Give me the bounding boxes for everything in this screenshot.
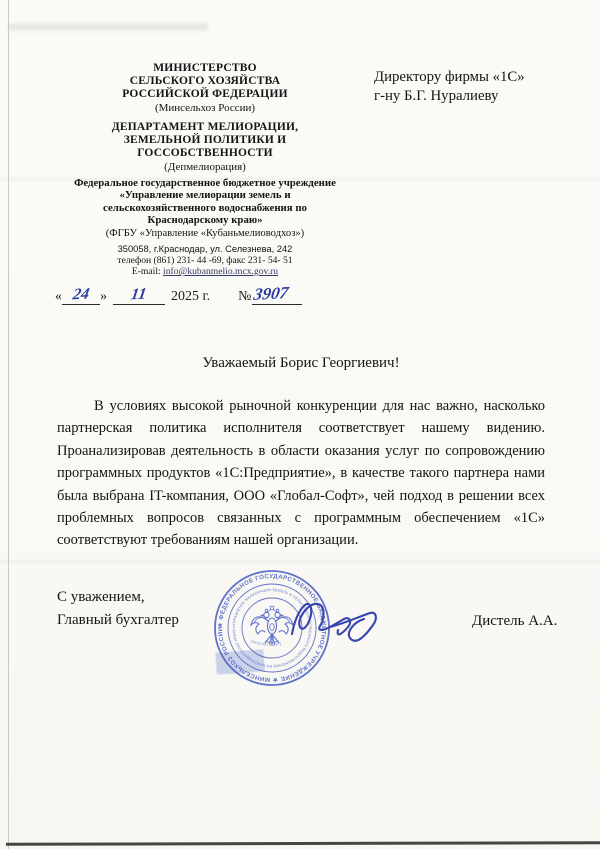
scan-bottom-edge <box>6 841 600 846</box>
email-line <box>45 266 365 277</box>
body-line: В условиях высокой рыночной конкуренции для нас важно, насколько <box>94 398 545 414</box>
body-line: была выбрана IT-компания, ООО «Глобал-Софт», чей подход в решении всех <box>57 487 545 504</box>
year-label: 2025 г. <box>171 289 211 304</box>
institution-name-line: Краснодарскому краю» <box>147 213 263 226</box>
body-line: проблемных вопросов связанных с программным обеспечением «1С» <box>57 510 545 527</box>
institution-name-line: Федеральное государственное бюджетное учреждение <box>74 177 336 189</box>
phone-fax-line: телефон (861) 231- 44 -69, факс 231- 54- 51 <box>117 255 293 267</box>
email-address: info@kubanmelio.mcx.gov.ru <box>163 266 279 278</box>
scan-streak <box>0 560 600 563</box>
handwritten-number: 3907 <box>251 283 290 304</box>
institution-name-line: «Управление мелиорации земель и <box>119 189 291 202</box>
email-label: E-mail: <box>131 266 164 278</box>
close-quote: » <box>100 289 107 304</box>
letter-body <box>57 395 545 552</box>
handwritten-day: 24 <box>71 285 91 304</box>
ministry-name-line: РОССИЙСКОЙ ФЕДЕРАЦИИ <box>122 88 288 100</box>
addressee-name: г-ну Б.Г. Нуралиеву <box>374 88 499 104</box>
closing-phrase: С уважением, <box>57 589 145 605</box>
number-sign: № <box>238 289 252 304</box>
open-quote: « <box>55 289 62 304</box>
scan-left-edge <box>8 0 9 849</box>
body-line: Проанализировав деятельность в области оказания услуг по сопровождению <box>57 442 545 459</box>
date-number-line <box>55 284 415 305</box>
institution-short-name: (ФГБУ «Управление «Кубаньмелиоводхоз») <box>105 228 305 240</box>
handwritten-signature <box>278 572 398 677</box>
body-line: партнерская политика исполнителя соответствует нашему видению. <box>57 420 545 437</box>
department-name-line: ЗЕМЕЛЬНОЙ ПОЛИТИКИ И <box>123 134 287 146</box>
letterhead <box>45 62 365 277</box>
handwritten-month: 11 <box>130 285 149 304</box>
department-name-line: ДЕПАРТАМЕНТ МЕЛИОРАЦИИ, <box>111 121 299 133</box>
ministry-name-line: МИНИСТЕРСТВО <box>153 62 257 74</box>
department-short-name: (Депмелиорация) <box>164 161 246 173</box>
postal-address: 350058, г.Краснодар, ул. Селезнева, 242 <box>117 244 293 255</box>
stamp-inner-text: «УПРАВЛЕНИЕ МЕЛИОРАЦИИ ЗЕМЕЛЬ И СЕЛЬСКОХОЗЯЙСТВЕННОГО ВОДОСНАБЖЕНИЯ ПО КРАСНОДАРСКОМУ КРАЮ» ・ ФГБУ «УПРАВЛЕНИЕ «КУБАНЬМЕЛИОВОДХОЗ» <box>231 587 313 669</box>
institution-name-line: сельскохозяйственного водоснабжения по <box>103 201 307 214</box>
ministry-short-name: (Минсельхоз России) <box>154 102 256 114</box>
stamp-registration-digits: 185323371589 2 <box>249 639 283 648</box>
signer-name: Дистель А.А. <box>472 613 558 629</box>
salutation: Уважаемый Борис Георгиевич! <box>202 355 400 371</box>
department-name-line: ГОССОБСТВЕННОСТИ <box>137 147 273 159</box>
addressee-position: Директору фирмы «1С» <box>374 69 525 85</box>
stamp-outer-text: ★ ФЕДЕРАЛЬНОЕ ГОСУДАРСТВЕННОЕ БЮДЖЕТНОЕ УЧРЕЖДЕНИЕ ★ МИНСЕЛЬХОЗ РОССИИ <box>216 572 328 684</box>
body-line: соответствуют требованиям нашей организации. <box>57 532 359 549</box>
scan-smudge <box>8 24 208 30</box>
ministry-name-line: СЕЛЬСКОГО ХОЗЯЙСТВА <box>129 75 281 87</box>
body-line: программных продуктов «1С:Предприятие», в качестве такого партнера нами <box>57 465 545 482</box>
signer-title: Главный бухгалтер <box>57 612 179 628</box>
addressee-block <box>374 68 574 106</box>
